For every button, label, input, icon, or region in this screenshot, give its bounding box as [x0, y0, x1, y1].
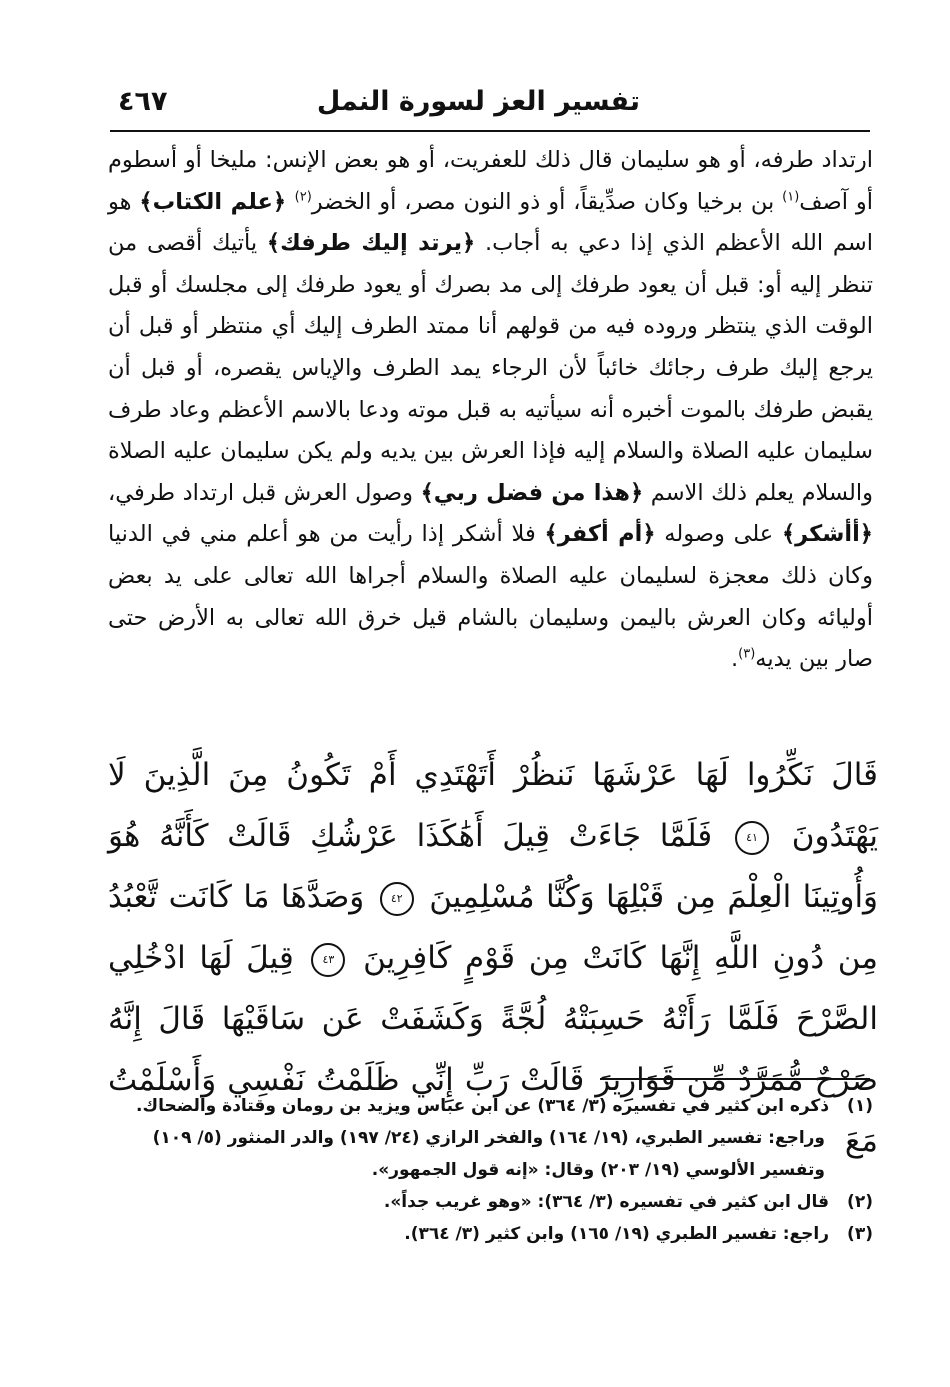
footnote-continuation: وراجع: تفسير الطبري، (١٩/ ١٦٤) والفخر الرازي (٢٤/ ١٩٧) والدر المنثور (٥/ ١٠٩) وتفسير الألوسي (١٩/ ٢٠٣) وقال: «إنه قول الجمهور». — [152, 1128, 825, 1180]
ayah-number-marker: ٤٣ — [311, 943, 345, 977]
verse-42: فَلَمَّا جَاءَتْ قِيلَ أَهَٰكَذَا عَرْشُكِ قَالَتْ كَأَنَّهُ هُوَ وَأُوتِينَا الْعِلْمَ مِن قَبْلِهَا وَكُنَّا مُسْلِمِينَ — [108, 818, 879, 915]
commentary-body — [108, 140, 873, 681]
quran-quote: ﴿أم أكفر﴾ — [544, 521, 656, 548]
running-title: تفسير العز لسورة النمل — [316, 86, 640, 117]
footnote-number: (٢) — [847, 1192, 873, 1212]
quran-quote: ﴿هذا من فضل ربي﴾ — [420, 479, 644, 506]
commentary-paragraph — [108, 140, 873, 681]
verse-44: قِيلَ لَهَا ادْخُلِي الصَّرْحَ فَلَمَّا رَأَتْهُ حَسِبَتْهُ لُجَّةً وَكَشَفَتْ عَن سَاقَيْهَا قَالَ إِنَّهُ صَرْحٌ مُّمَرَّدٌ مِّن قَوَارِيرَ قَالَتْ رَبِّ إِنِّي ظَلَمْتُ نَفْسِي وَأَسْلَمْتُ مَعَ — [108, 940, 878, 1159]
text-segment: وصول العرش قبل ارتداد طرفي، — [108, 479, 421, 506]
quran-quote: ﴿علم الكتاب﴾ — [139, 188, 295, 215]
footnote-text: ذكره ابن كثير في تفسيره (٣/ ٣٦٤) عن ابن عباس ويزيد بن رومان وقتادة والضحاك. — [136, 1096, 830, 1116]
page-header — [110, 80, 870, 132]
footnote-ref-3[interactable]: (٣) — [738, 646, 756, 662]
quran-quote: ﴿يرتد إليك طرفك﴾ — [266, 230, 476, 257]
footnote-ref-1[interactable]: (١) — [782, 189, 800, 205]
footnote-separator — [600, 1078, 870, 1080]
ayah-number-marker: ٤٢ — [380, 882, 414, 916]
verse-43: وَصَدَّهَا مَا كَانَت تَّعْبُدُ مِن دُونِ اللَّهِ إِنَّهَا كَانَتْ مِن قَوْمٍ كَافِرِينَ — [108, 879, 878, 976]
text-segment: فلا أشكر إذا رأيت من هو أعلم مني في الدنيا وكان ذلك معجزة لسليمان عليه الصلاة والسلام أجراها الله تعالى على يد بعض أوليائه وكان العرش باليمن وسليمان بالشام قيل خرق الله تعالى به الأرض حتى صار بين يديه — [108, 521, 873, 673]
text-segment: يأتيك أقصى من تنظر إليه أو: قبل أن يعود طرفك إلى مد بصرك أو يعود طرفك إلى مجلسك أو قبل الوقت الذي ينتظر وروده فيه من قولهم أنا ممتد الطرف إليك أي منتظر أو قبل أن يرجع إليك طرف رجائك خائباً لأن الرجاء يمد الطرف والإياس يقصره، أو قبل أن يقبض طرفك بالموت أخبره أنه سيأتيه به قبل موته ودعا بالاسم الأعظم وعاد طرف سليمان عليه الصلاة والسلام إليه فإذا العرش بين يديه ولم يكن سليمان عليه الصلاة والسلام يعلم ذلك الاسم — [108, 230, 873, 506]
footnote-text: قال ابن كثير في تفسيره (٣/ ٣٦٤): «وهو غريب جداً». — [383, 1192, 830, 1212]
text-segment: . — [730, 646, 739, 673]
text-segment: بن برخيا وكان صدِّيقاً، أو ذو النون مصر، أو الخضر — [311, 188, 783, 215]
ayah-number-marker: ٤١ — [735, 821, 769, 855]
footnotes — [108, 1090, 873, 1250]
verse-41: قَالَ نَكِّرُوا لَهَا عَرْشَهَا نَنظُرْ أَتَهْتَدِي أَمْ تَكُونُ مِنَ الَّذِينَ لَا يَهْتَدُونَ — [108, 757, 878, 854]
footnote-number: (٣) — [847, 1224, 873, 1244]
footnote-number: (١) — [847, 1096, 873, 1116]
text-segment: ارتداد طرفه، أو هو سليمان قال ذلك للعفريت، أو هو بعض الإنس: مليخا أو أسطوم أو آصف — [108, 147, 873, 215]
quran-quote: ﴿أأشكر﴾ — [781, 521, 873, 548]
text-segment: على وصوله — [655, 521, 782, 548]
page-number: ٤٦٧ — [118, 86, 168, 117]
footnote-text: راجع: تفسير الطبري (١٩/ ١٦٥) وابن كثير (٣/ ٣٦٤). — [404, 1224, 830, 1244]
footnote-ref-2[interactable]: (٢) — [294, 189, 312, 205]
footnote-3 — [108, 1218, 873, 1250]
footnote-2 — [108, 1186, 873, 1218]
footnote-1 — [108, 1090, 873, 1122]
text-segment: هو اسم الله الأعظم الذي إذا دعي به أجاب. — [108, 188, 873, 257]
